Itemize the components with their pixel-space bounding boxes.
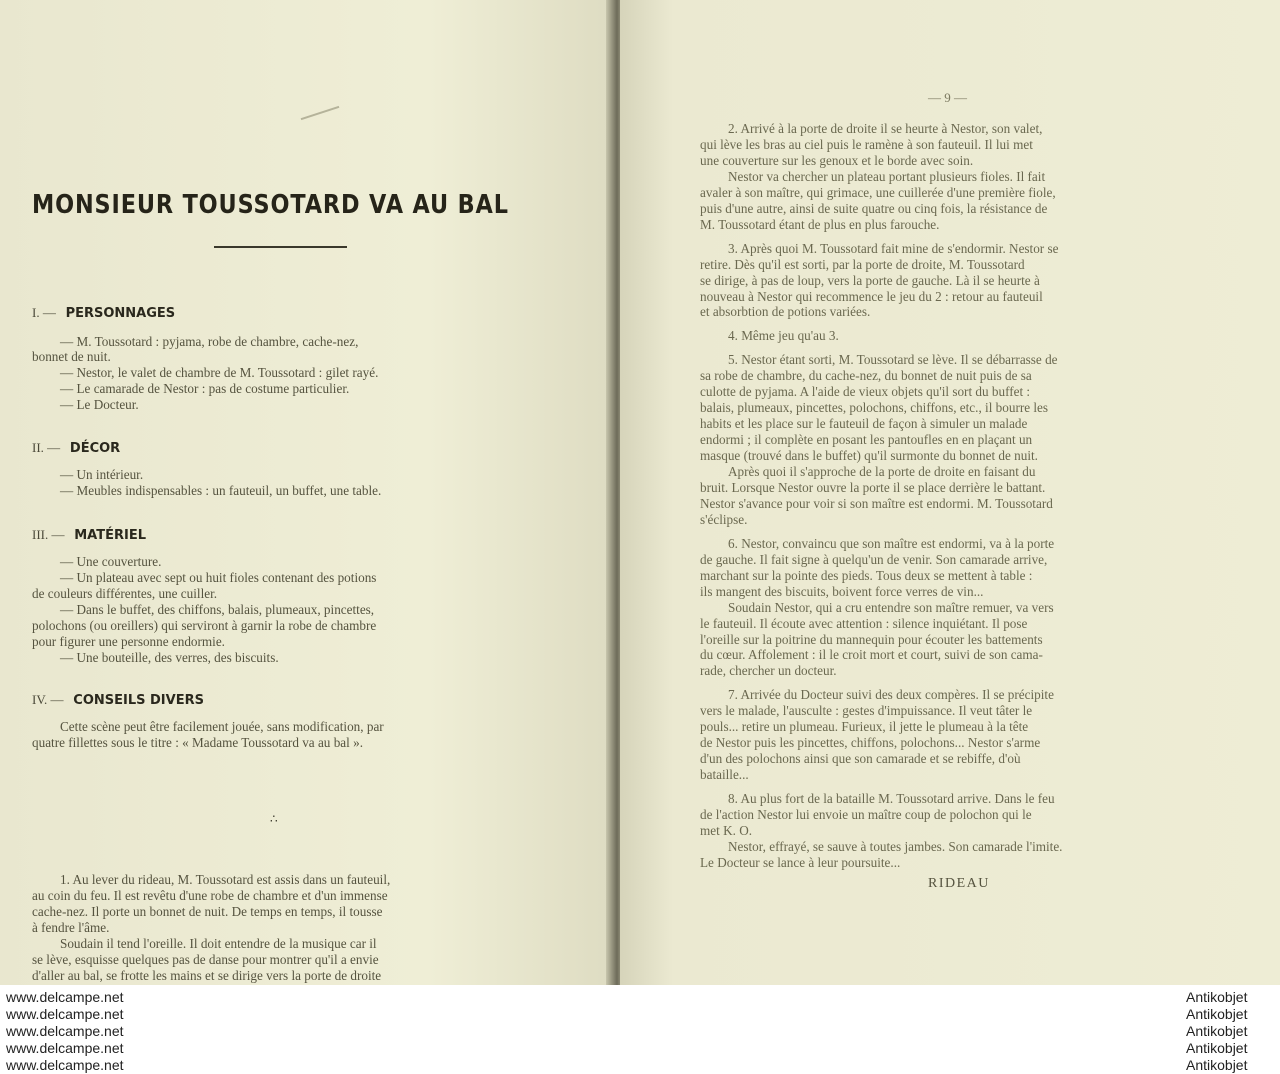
text-line: bonnet de nuit. <box>32 349 111 364</box>
text-line: 3. Après quoi M. Toussotard fait mine de s'endormir. Nestor se <box>728 240 1059 256</box>
text-line: 6. Nestor, convaincu que son maître est endormi, va à la porte <box>728 535 1055 551</box>
play-title: MONSIEUR TOUSSOTARD VA AU BAL <box>32 190 509 220</box>
text-line: Le Docteur se lance à leur poursuite... <box>700 854 901 870</box>
watermark-left <box>6 989 124 1074</box>
section-separator: ∴ <box>270 812 278 826</box>
text-line: masque (trouvé dans le buffet) qu'il surmonte du bonnet de nuit. <box>700 448 1038 464</box>
text-line: M. Toussotard étant de plus en plus farouche. <box>700 216 940 232</box>
text-line: à fendre l'âme. <box>32 920 110 935</box>
text-line: quatre fillettes sous le titre : « Madame Toussotard va au bal ». <box>32 735 363 750</box>
text-line: — Nestor, le valet de chambre de M. Toussotard : gilet rayé. <box>60 365 379 380</box>
text-line: polochons (ou oreillers) qui serviront à garnir la robe de chambre <box>32 618 377 633</box>
closing-word: RIDEAU <box>928 876 990 891</box>
pencil-mark <box>301 106 340 120</box>
text-line: — Le camarade de Nestor : pas de costume particulier. <box>60 381 350 396</box>
text-line: Après quoi il s'approche de la porte de droite en faisant du <box>728 464 1036 479</box>
text-line: puis d'une autre, ainsi de suite quatre ou cinq fois, la résistance de <box>700 200 1048 216</box>
text-line: Nestor va chercher un plateau portant plusieurs fioles. Il fait <box>728 168 1046 184</box>
section-heading-materiel: III. — MATÉRIEL <box>32 527 146 543</box>
text-line: — Une couverture. <box>60 554 162 569</box>
watermark-text: Antikobjet <box>1186 1023 1248 1039</box>
text-line: d'aller au bal, se frotte les mains et se dirige vers la porte de droite <box>32 968 382 983</box>
text-line: — Un plateau avec sept ou huit fioles contenant des potions <box>60 570 377 585</box>
text-line: l'oreille sur la poitrine du mannequin pour écouter les battements <box>700 631 1043 647</box>
watermark-text: Antikobjet <box>1186 1006 1248 1022</box>
text-line: de gauche. Il fait signe à quelqu'un de venir. Son camarade arrive, <box>700 551 1048 567</box>
text-line: pouls... retire un plumeau. Furieux, il jette le plumeau à la tête <box>700 719 1029 735</box>
section-heading-conseils: IV. — CONSEILS DIVERS <box>32 692 204 708</box>
section-heading-personnages: I. — PERSONNAGES <box>32 305 176 321</box>
text-line: du cœur. Affolement : il le croit mort et court, suivi de son cama- <box>700 647 1043 663</box>
text-line: 5. Nestor étant sorti, M. Toussotard se lève. Il se débarrasse de <box>728 352 1058 368</box>
watermark-text: www.delcampe.net <box>6 1040 124 1056</box>
text-line: Soudain Nestor, qui a cru entendre son maître remuer, va vers <box>728 599 1054 615</box>
watermark-text: www.delcampe.net <box>6 1057 124 1073</box>
text-line: met K. O. <box>700 822 753 838</box>
watermark-text: www.delcampe.net <box>6 1006 124 1022</box>
text-line: une couverture sur les genoux et le borde avec soin. <box>700 152 974 168</box>
section-heading-decor: II. — DÉCOR <box>32 440 121 456</box>
text-line: balais, plumeaux, pincettes, polochons, chiffons, etc., il bourre les <box>700 400 1049 416</box>
text-line: s'éclipse. <box>700 511 748 527</box>
watermark-text: Antikobjet <box>1186 1057 1248 1073</box>
text-line: se dirige, à pas de loup, vers la porte de gauche. Là il se heurte à <box>700 272 1040 288</box>
text-line: — Un intérieur. <box>60 467 144 482</box>
text-line: au coin du feu. Il est revêtu d'une robe de chambre et d'un immense <box>32 888 388 903</box>
page-number: — 9 — <box>928 90 967 105</box>
text-line: ils mangent des biscuits, boivent force verres de vin... <box>700 583 984 599</box>
title-rule <box>214 246 347 248</box>
text-line: marchant sur la pointe des pieds. Tous deux se mettent à table : <box>700 567 1033 583</box>
text-line: se lève, esquisse quelques pas de danse pour montrer qu'il a envie <box>32 952 379 967</box>
text-line: d'un des polochons ainsi que son camarade et se rebiffe, d'où <box>700 751 1021 767</box>
text-line: endormi ; il complète en posant les pantoufles en en plaçant un <box>700 432 1033 448</box>
text-line: — M. Toussotard : pyjama, robe de chambre, cache-nez, <box>60 334 359 349</box>
text-line: de couleurs différentes, une cuiller. <box>32 586 218 601</box>
text-line: Nestor, effrayé, se sauve à toutes jambes. Son camarade l'imite. <box>728 838 1063 854</box>
text-line: nouveau à Nestor qui recommence le jeu du 2 : retour au fauteuil <box>700 288 1043 304</box>
text-line: bataille... <box>700 767 749 783</box>
text-line: sa robe de chambre, du cache-nez, du bonnet de nuit puis de sa <box>700 368 1032 384</box>
text-line: et absorbtion de potions variées. <box>700 304 871 320</box>
watermark-right <box>1186 989 1247 1074</box>
text-line: qui lève les bras au ciel puis le ramène à son fauteuil. Il lui met <box>700 136 1033 152</box>
text-line: de Nestor puis les pincettes, chiffons, polochons... Nestor s'arme <box>700 735 1041 751</box>
right-page <box>620 0 1280 985</box>
text-line: — Le Docteur. <box>60 397 139 412</box>
text-line: pour figurer une personne endormie. <box>32 634 225 649</box>
text-line: 7. Arrivée du Docteur suivi des deux compères. Il se précipite <box>728 687 1054 703</box>
text-line: 2. Arrivé à la porte de droite il se heurte à Nestor, son valet, <box>728 121 1043 136</box>
text-line: le fauteuil. Il écoute avec attention : silence inquiétant. Il pose <box>700 615 1028 631</box>
text-line: cache-nez. Il porte un bonnet de nuit. De temps en temps, il tousse <box>32 904 383 919</box>
text-line: bruit. Lorsque Nestor ouvre la porte il se place derrière le battant. <box>700 479 1046 495</box>
text-line: — Meubles indispensables : un fauteuil, un buffet, une table. <box>60 483 382 498</box>
text-line: Soudain il tend l'oreille. Il doit entendre de la musique car il <box>60 936 377 951</box>
text-line: habits et les place sur le fauteuil de façon à simuler un malade <box>700 416 1028 432</box>
watermark-text: www.delcampe.net <box>6 1023 124 1039</box>
text-line: culotte de pyjama. A l'aide de vieux objets qu'il sort du buffet : <box>700 384 1031 400</box>
left-page <box>0 0 612 985</box>
text-line: 8. Au plus fort de la bataille M. Toussotard arrive. Dans le feu <box>728 791 1055 807</box>
text-line: de l'action Nestor lui envoie un maître coup de polochon qui le <box>700 807 1032 822</box>
watermark-text: Antikobjet <box>1186 1040 1248 1056</box>
text-line: Cette scène peut être facilement jouée, sans modification, par <box>60 719 384 734</box>
watermark-text: www.delcampe.net <box>6 989 124 1005</box>
text-line: 4. Même jeu qu'au 3. <box>728 328 839 344</box>
text-line: retire. Dès qu'il est sorti, par la porte de droite, M. Toussotard <box>700 256 1025 272</box>
text-line: rade, chercher un docteur. <box>700 663 837 679</box>
text-line: — Dans le buffet, des chiffons, balais, plumeaux, pincettes, <box>60 602 375 617</box>
text-line: Nestor s'avance pour voir si son maître est endormi. M. Toussotard <box>700 495 1053 511</box>
text-line: avaler à son maître, qui grimace, une cuillerée d'une première fiole, <box>700 184 1056 200</box>
text-line: vers le malade, l'ausculte : gestes d'impuissance. Il veut tâter le <box>700 703 1033 719</box>
text-line: 1. Au lever du rideau, M. Toussotard est assis dans un fauteuil, <box>60 872 391 887</box>
watermark-text: Antikobjet <box>1186 989 1248 1005</box>
text-line: — Une bouteille, des verres, des biscuits. <box>60 650 279 665</box>
